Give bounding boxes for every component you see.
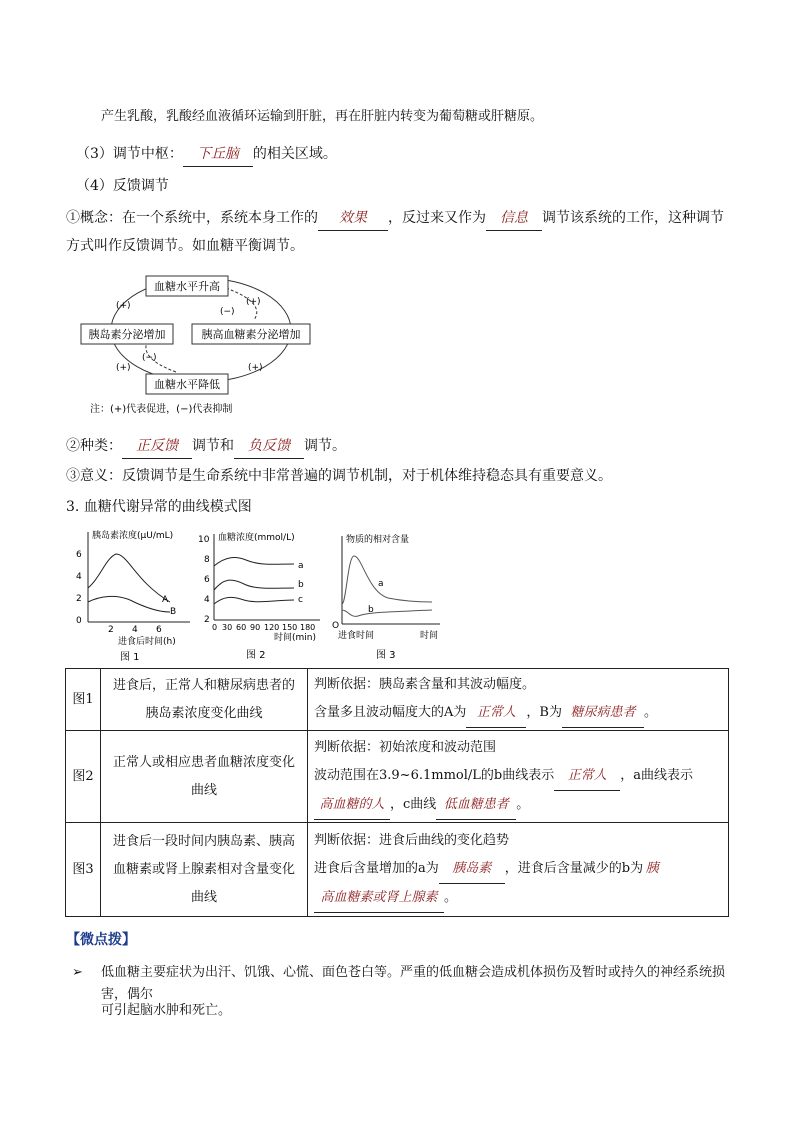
row1-basis: 判断依据：胰岛素含量和其波动幅度。 xyxy=(314,677,536,692)
table-cell-basis xyxy=(308,669,729,731)
types-line xyxy=(66,434,346,459)
fig3-origin: O xyxy=(332,621,340,631)
item-4-title: （4）反馈调节 xyxy=(76,178,169,194)
fig1-curve-b xyxy=(88,596,170,612)
diagram-note: 注：(+)代表促进，(−)代表抑制 xyxy=(90,404,233,415)
fig2-curve-a xyxy=(214,558,294,566)
types-answer-2: 负反馈 xyxy=(234,434,304,459)
tip-line-2: 可引起脑水肿和死亡。 xyxy=(101,1003,232,1018)
row3-answer-2b: 高血糖素或肾上腺素 xyxy=(314,884,444,913)
row3-answer-1: 胰岛素 xyxy=(439,855,505,884)
fig2-caption: 图 2 xyxy=(246,650,266,661)
fig1-xtick-2: 2 xyxy=(108,625,114,635)
meaning-line: ③意义：反馈调节是生命系统中非常普遍的调节机制，对于机体维持稳态具有重要意义。 xyxy=(66,468,612,484)
fig2-xtick-0: 0 xyxy=(212,623,218,632)
row3-line3 xyxy=(314,884,722,913)
plus-top-left: (+) xyxy=(116,301,131,311)
row2-text-3: ，c曲线 xyxy=(390,796,437,812)
types-answer-1: 正反馈 xyxy=(122,434,192,459)
fig2-ytick-2: 2 xyxy=(204,615,210,625)
fig2-ylabel: 血糖浓度(mmol/L) xyxy=(218,533,295,543)
fig2-label-a: a xyxy=(298,561,304,571)
row2-text-1: 波动范围在3.9~6.1mmol/L的b曲线表示 xyxy=(314,767,555,783)
box-glucagon-label: 胰高血糖素分泌增加 xyxy=(201,328,301,341)
table-cell-basis xyxy=(308,823,729,917)
types-text-3: 调节。 xyxy=(304,438,346,454)
fig1-caption: 图 1 xyxy=(120,652,140,663)
fig1-ylabel: 胰岛素浓度(μU/mL) xyxy=(92,531,174,541)
fig1-ytick-6: 6 xyxy=(76,550,82,560)
fig2-curve-b xyxy=(214,580,294,590)
fig2-ytick-4: 4 xyxy=(204,595,210,605)
feedback-diagram xyxy=(76,268,326,420)
table-row xyxy=(66,669,729,731)
item-3 xyxy=(76,142,337,167)
fig2-xlabel: 时间(min) xyxy=(274,633,316,643)
fig2-xtick-60: 60 xyxy=(236,623,247,632)
row1-text-3: 。 xyxy=(643,705,657,720)
section-3-title: 3. 血糖代谢异常的曲线模式图 xyxy=(66,499,252,515)
row3-text-2: ，进食后含量减少的b为 xyxy=(504,860,644,876)
row2-line2 xyxy=(314,762,722,791)
table-row xyxy=(66,731,729,823)
fig3-label-b: b xyxy=(368,605,374,615)
row3-text-3: 。 xyxy=(444,889,458,905)
row2-answer-1: 正常人 xyxy=(554,762,620,791)
row3-answer-2a: 胰 xyxy=(645,860,659,876)
types-text-2: 调节和 xyxy=(192,438,234,454)
fig1-ytick-4: 4 xyxy=(76,572,82,582)
concept-answer-1: 效果 xyxy=(318,206,388,231)
row2-basis: 判断依据：初始浓度和波动范围 xyxy=(314,739,497,755)
fig1-xtick-6: 6 xyxy=(156,625,162,635)
item-3-suffix: 的相关区域。 xyxy=(252,146,337,162)
fig2-xtick-30: 30 xyxy=(222,623,233,632)
fig3-curve-b xyxy=(342,610,432,616)
box-insulin-label: 胰岛素分泌增加 xyxy=(88,328,166,341)
fig2-label-b: b xyxy=(298,580,304,590)
plus-bottom-right: (+) xyxy=(248,363,263,373)
row2-answer-2: 高血糖的人 xyxy=(314,791,390,820)
fig2-ytick-8: 8 xyxy=(204,555,210,565)
row1-answer-1: 正常人 xyxy=(466,699,526,728)
table-cell-fig: 图2 xyxy=(66,731,101,823)
concept-text-3: 调节该系统的工作，这种调节 xyxy=(542,210,724,226)
figure-3-chart xyxy=(328,526,448,662)
fig3-ylabel: 物质的相对含量 xyxy=(346,535,410,545)
fig1-xlabel: 进食后时间(h) xyxy=(118,637,176,647)
fig1-label-a: A xyxy=(162,595,169,605)
concept-text-2: ，反过来又作为 xyxy=(388,210,486,226)
fig1-ytick-2: 2 xyxy=(76,594,82,604)
row1-answer-2: 糖尿病患者 xyxy=(562,699,644,728)
row1-text-1: 含量多且波动幅度大的A为 xyxy=(314,705,467,720)
fig1-label-b: B xyxy=(170,607,177,617)
fig2-xtick-180: 180 xyxy=(300,623,316,632)
row2-text-4: 。 xyxy=(516,796,530,812)
fig2-ytick-6: 6 xyxy=(204,575,210,585)
tip-line-1: 低血糖主要症状为出汗、饥饿、心慌、面色苍白等。严重的低血糖会造成机体损伤及暂时或持久的神经系统损害，偶尔 xyxy=(101,965,726,1002)
concept-line-1 xyxy=(66,206,724,231)
table-row xyxy=(66,823,729,917)
table-cell-desc: 进食后，正常人和糖尿病患者的胰岛素浓度变化曲线 xyxy=(101,669,308,731)
item-3-prefix: （3）调节中枢： xyxy=(76,146,183,162)
box-glucose-low-label: 血糖水平降低 xyxy=(154,378,220,391)
fig3-caption: 图 3 xyxy=(376,650,396,661)
item-3-answer: 下丘脑 xyxy=(183,142,253,167)
row3-line2 xyxy=(314,855,722,884)
row2-line3 xyxy=(314,791,722,820)
table-cell-fig: 图3 xyxy=(66,823,101,917)
row2-answer-3: 低血糖患者 xyxy=(436,791,516,820)
fig3-curve-a xyxy=(342,556,432,604)
tip-bullet-icon: ➢ xyxy=(72,965,83,980)
fig2-label-c: c xyxy=(298,595,303,605)
row1-line2 xyxy=(314,699,722,728)
row1-text-2: ，B为 xyxy=(526,705,562,720)
row2-text-2: ，a曲线表示 xyxy=(620,767,693,783)
figure-1-chart xyxy=(70,522,200,664)
fig1-ytick-0: 0 xyxy=(76,616,82,626)
box-glucose-high-label: 血糖水平升高 xyxy=(154,280,220,293)
plus-top-right: (+) xyxy=(246,297,261,307)
fig3-label-a: a xyxy=(378,579,384,589)
concept-line-2: 方式叫作反馈调节。如血糖平衡调节。 xyxy=(66,238,304,254)
minus-top: (−) xyxy=(220,307,235,317)
fig3-xlabel-feeding: 进食时间 xyxy=(338,631,375,641)
fig2-curve-c xyxy=(214,597,294,604)
fig2-ytick-10: 10 xyxy=(198,535,210,545)
fig2-xtick-90: 90 xyxy=(250,623,261,632)
concept-answer-2: 信息 xyxy=(486,206,542,231)
plus-bottom-left: (+) xyxy=(116,363,131,373)
concept-text-1: ①概念：在一个系统中，系统本身工作的 xyxy=(66,210,318,226)
table-cell-basis xyxy=(308,731,729,823)
fig2-xtick-120: 120 xyxy=(264,623,280,632)
curve-table xyxy=(65,668,729,917)
row3-basis: 判断依据：进食后曲线的变化趋势 xyxy=(314,832,510,848)
fig1-xtick-4: 4 xyxy=(132,625,138,635)
table-cell-desc: 正常人或相应患者血糖浓度变化曲线 xyxy=(101,731,308,823)
table-cell-desc: 进食后一段时间内胰岛素、胰高血糖素或肾上腺素相对含量变化曲线 xyxy=(101,823,308,917)
figure-2-chart xyxy=(196,524,324,664)
fig1-curve-a xyxy=(88,554,170,602)
table-cell-fig: 图1 xyxy=(66,669,101,731)
fig3-xlabel-time: 时间 xyxy=(420,631,439,641)
minus-bottom: (−) xyxy=(142,353,157,363)
row3-text-1: 进食后含量增加的a为 xyxy=(314,860,439,876)
fig2-xtick-150: 150 xyxy=(282,623,298,632)
types-text-1: ②种类： xyxy=(66,438,122,454)
intro-line: 产生乳酸，乳酸经血液循环运输到肝脏，再在肝脏内转变为葡萄糖或肝糖原。 xyxy=(101,109,544,124)
tip-heading: 【微点拨】 xyxy=(66,932,136,948)
